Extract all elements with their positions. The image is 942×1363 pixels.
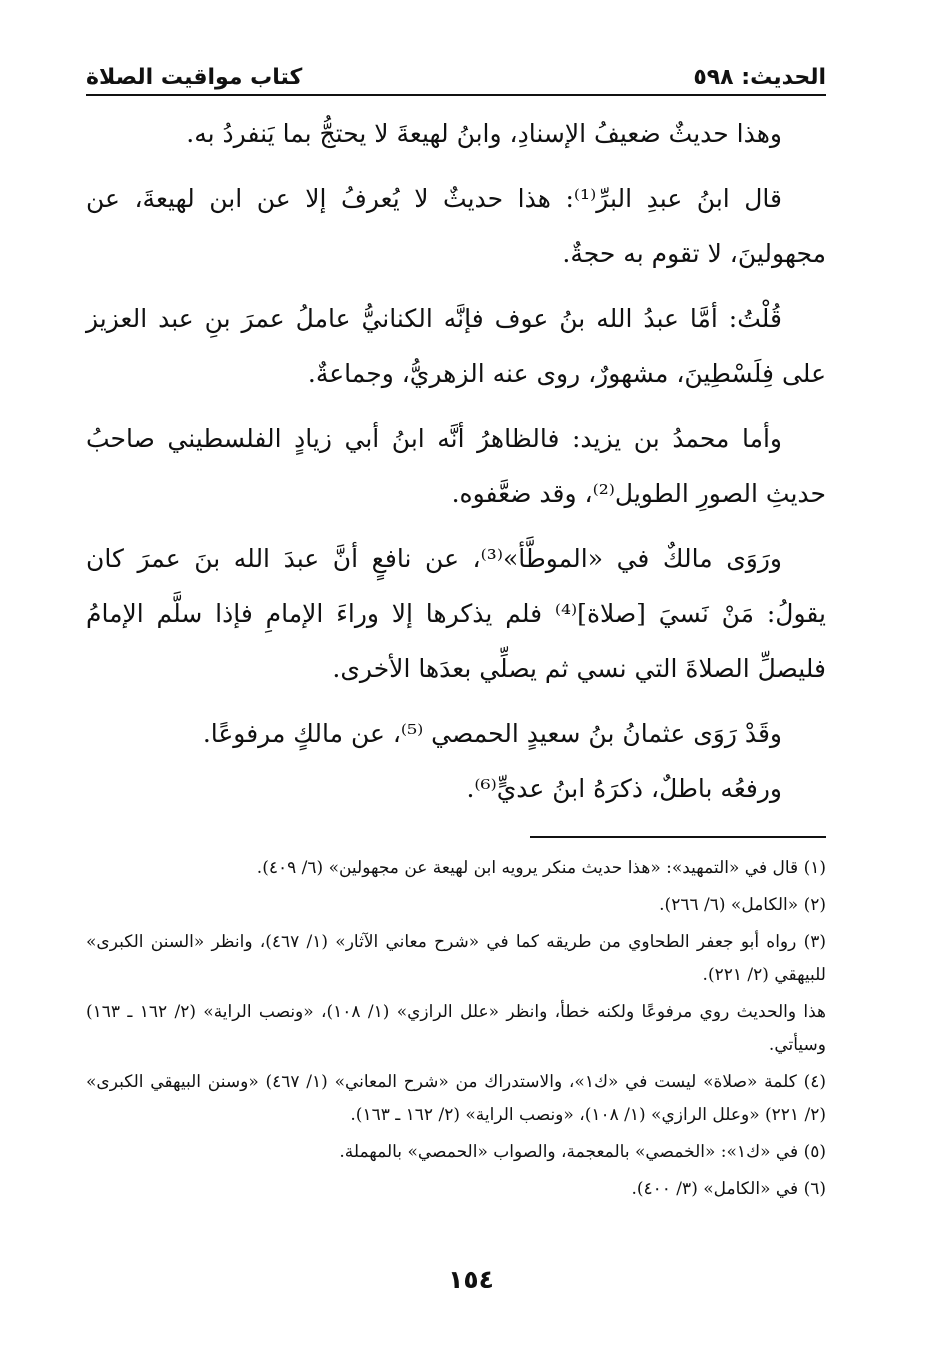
main-text xyxy=(86,106,826,826)
footnotes xyxy=(86,852,826,1210)
paragraph: وهذا حديثٌ ضعيفُ الإسنادِ، وابنُ لهيعةَ لا يحتجُّ بما يَنفردُ به. xyxy=(186,119,782,148)
footnote-continuation: هذا والحديث روي مرفوعًا ولكنه خطأ، وانظر «علل الرازي» (١/ ١٠٨)، «ونصب الراية» (٢/ ١٦٢ ـ ١٦٣) وسيأتي. xyxy=(86,1002,826,1055)
paragraph: وقَدْ رَوَى عثمانُ بنُ سعيدٍ الحمصي ⁽⁵⁾، عن مالكٍ مرفوعًا. xyxy=(202,719,782,748)
running-header xyxy=(86,50,826,96)
page-number: ١٥٤ xyxy=(448,1265,494,1294)
footnote: (١) قال في «التمهيد»: «هذا حديث منكر يرويه ابن لهيعة عن مجهولين» (٦/ ٤٠٩). xyxy=(256,858,826,878)
footnote: (٤) كلمة «صلاة» ليست في «ك١»، والاستدراك من «شرح المعاني» (١/ ٤٦٧) «وسنن البيهقي الكبرى» (٢/ ٢٢١) «وعلل الرازي» (١/ ١٠٨)، «ونصب الراية» (٢/ ١٦٢ ـ ١٦٣). xyxy=(86,1072,827,1125)
footnote-separator xyxy=(530,836,826,838)
paragraph: ورَوَى مالكٌ في «الموطَّأ»⁽³⁾، عن نافعٍ أنَّ عبدَ الله بنَ عمرَ كان يقولُ: مَنْ نَسيَ [صلاة]⁽⁴⁾ فلم يذكرها إلا وراءَ الإمامِ فإذا سلَّم الإمامُ فليصلِّ الصلاةَ التي نسي ثم يصلِّي بعدَها الأخرى. xyxy=(86,544,826,683)
book-title: كتاب مواقيت الصلاة xyxy=(86,65,303,90)
paragraph: قال ابنُ عبدِ البرِّ⁽¹⁾: هذا حديثٌ لا يُعرفُ إلا عن ابن لهيعةَ، عن مجهولينَ، لا تقوم به حجةٌ. xyxy=(86,184,826,268)
footnote: (٦) في «الكامل» (٣/ ٤٠٠). xyxy=(631,1179,826,1199)
footnote: (٥) في «ك١»: «الخمصي» بالمعجمة، والصواب «الحمصي» بالمهملة. xyxy=(339,1142,826,1162)
paragraph: قُلْتُ: أمَّا عبدُ الله بنُ عوف فإنَّه الكنانيُّ عاملُ عمرَ بنِ عبد العزيز على فِلَسْطِينَ، مشهورٌ، روى عنه الزهريُّ، وجماعةٌ. xyxy=(86,304,826,388)
paragraph: وأما محمدُ بن يزيد: فالظاهرُ أنَّه ابنُ أبي زيادٍ الفلسطيني صاحبُ حديثِ الصورِ الطويل⁽²⁾، وقد ضعَّفوه. xyxy=(86,424,826,508)
footnote: (٣) رواه أبو جعفر الطحاوي من طريقه كما في «شرح معاني الآثار» (١/ ٤٦٧)، وانظر «السنن الكبرى» للبيهقي (٢/ ٢٢١). xyxy=(86,932,826,985)
paragraph: ورفعُه باطلٌ، ذكرَهُ ابنُ عديٍّ⁽⁶⁾. xyxy=(466,774,782,803)
hadith-number: الحديث: ٥٩٨ xyxy=(693,65,826,90)
footnote: (٢) «الكامل» (٦/ ٢٦٦). xyxy=(659,895,826,915)
